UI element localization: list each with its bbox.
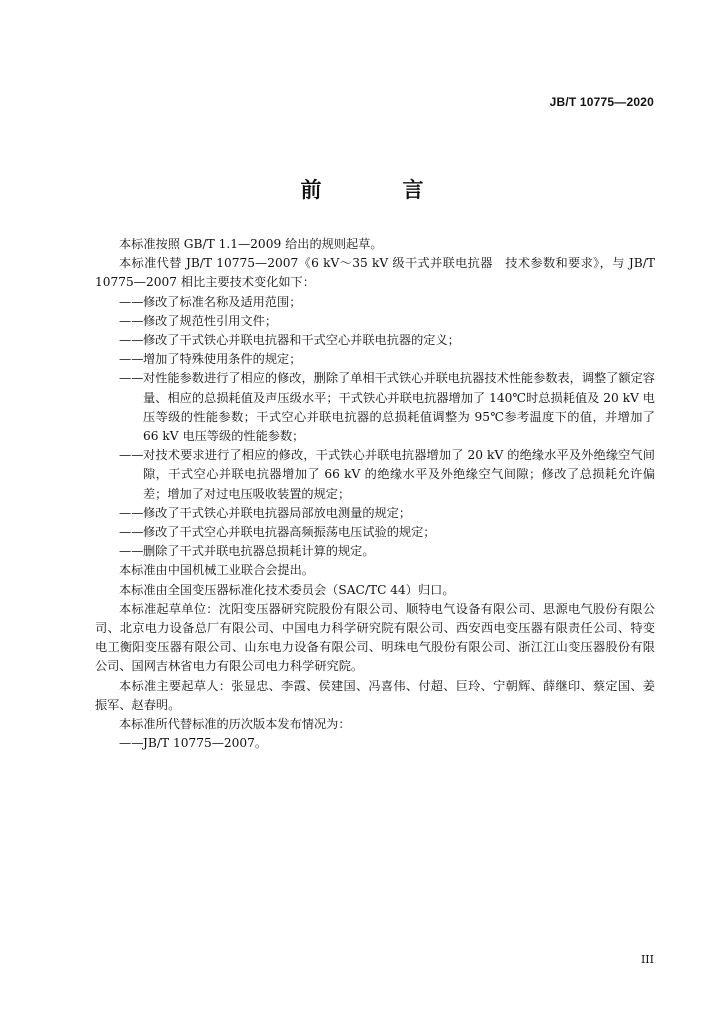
paragraph-drafting-units: 本标准起草单位：沈阳变压器研究院股份有限公司、顺特电气设备有限公司、思源电气股份有限公司、北京电力设备总厂有限公司、中国电力科学研究院有限公司、西安西电变压器有限责任公司、特变电工衡阳变压器有限公司、山东电力设备有限公司、明珠电气股份有限公司、浙江江山变压器股份有限公司、国网吉林省电力有限公司电力科学研究院。 xyxy=(95,601,655,674)
dash-marker: —— xyxy=(119,736,144,751)
standard-code: JB/T 10775—2020 xyxy=(549,95,654,109)
list-item: ——修改了干式铁心并联电抗器局部放电测量的规定； xyxy=(95,504,655,523)
changes-list xyxy=(95,293,655,562)
dash-marker: —— xyxy=(119,525,144,540)
dash-marker: —— xyxy=(119,371,144,386)
list-item: ——删除了干式并联电抗器总损耗计算的规定。 xyxy=(95,542,655,561)
paragraph-drafters: 本标准主要起草人：张显忠、李霞、侯建国、冯喜伟、付超、巨玲、宁朝辉、薛继印、蔡定国、姜振军、赵春明。 xyxy=(95,678,655,712)
dash-marker: —— xyxy=(119,333,144,348)
list-item: ——修改了规范性引用文件； xyxy=(95,312,655,331)
list-item: ——修改了干式空心并联电抗器高频振荡电压试验的规定； xyxy=(95,523,655,542)
paragraph-drafting-rules: 本标准按照 GB/T 1.1—2009 给出的规则起草。 xyxy=(119,237,383,251)
paragraph-committee: 本标准由全国变压器标准化技术委员会（SAC/TC 44）归口。 xyxy=(119,582,455,597)
list-item: ——对性能参数进行了相应的修改，删除了单相干式铁心并联电抗器技术性能参数表，调整了额定容量、相应的总损耗值及声压级水平；干式铁心并联电抗器增加了 140℃时总损耗值及 20 kV 电压等级的性能参数；干式空心并联电抗器的总损耗值调整为 95℃参考温度下的值，并增加了 66 kV 电压等级的性能参数； xyxy=(119,371,655,444)
list-item: ——修改了干式铁心并联电抗器和干式空心并联电抗器的定义； xyxy=(95,331,655,350)
dash-marker: —— xyxy=(119,294,144,309)
dash-marker: —— xyxy=(119,505,144,520)
paragraph-proposer: 本标准由中国机械工业联合会提出。 xyxy=(119,563,314,578)
list-item: ——对技术要求进行了相应的修改，干式铁心并联电抗器增加了 20 kV 的绝缘水平及外绝缘空气间隙，干式空心并联电抗器增加了 66 kV 的绝缘水平及外绝缘空气间隙；修改了总损耗允许偏差；增加了对过电压吸收装置的规定； xyxy=(119,448,655,501)
list-item: ——增加了特殊使用条件的规定； xyxy=(95,350,655,369)
paragraph-replacement: 本标准代替 JB/T 10775—2007《6 kV～35 kV 级干式并联电抗器 技术参数和要求》，与 JB/T 10775—2007 相比主要技术变化如下： xyxy=(95,256,655,290)
document-body xyxy=(95,235,655,753)
page-title: 前 言 xyxy=(300,178,454,202)
paragraph-history-intro: 本标准所代替标准的历次版本发布情况为： xyxy=(119,717,351,732)
dash-marker: —— xyxy=(119,448,144,463)
dash-marker: —— xyxy=(119,544,144,559)
dash-marker: —— xyxy=(119,313,144,328)
list-item: ——修改了标准名称及适用范围； xyxy=(95,293,655,312)
dash-marker: —— xyxy=(119,352,144,367)
list-item-history: ——JB/T 10775—2007。 xyxy=(95,734,655,753)
page-number: III xyxy=(640,953,654,966)
